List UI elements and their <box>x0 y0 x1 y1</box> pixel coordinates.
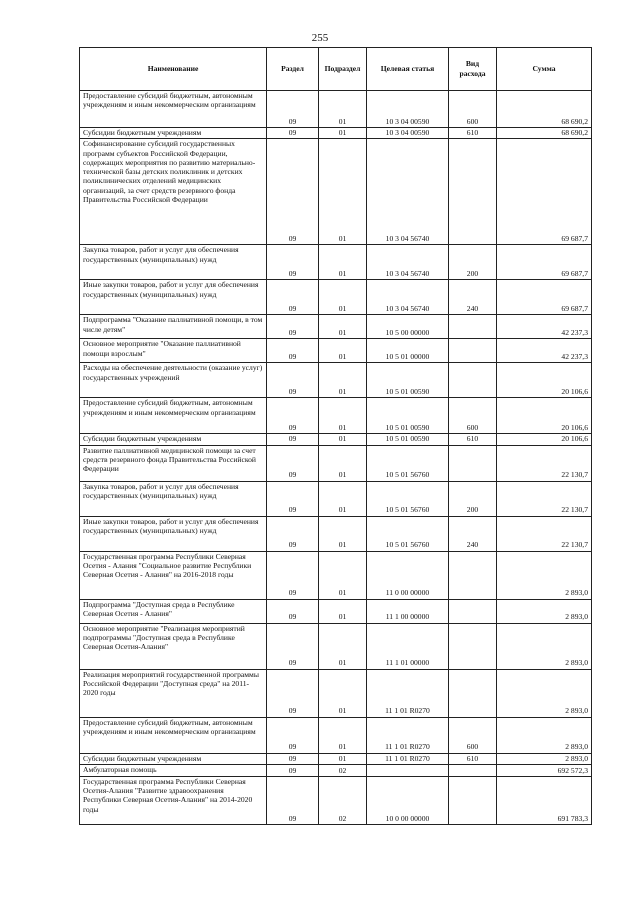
table-row <box>80 398 592 434</box>
row-subsection: 01 <box>319 599 367 623</box>
row-amount: 691 783,3 <box>497 776 592 824</box>
row-name: Основное мероприятие "Реализация мероприятий подпрограммы "Доступная среда в Республике Северная Осетия-Алания" <box>80 623 267 669</box>
row-name: Субсидии бюджетным учреждениям <box>80 434 267 445</box>
row-subsection: 01 <box>319 753 367 764</box>
header-exp-type: Вид расхода <box>449 48 497 91</box>
row-section: 09 <box>267 481 319 516</box>
row-exp-type: 200 <box>449 245 497 280</box>
row-target: 10 5 01 00000 <box>367 339 449 363</box>
row-target: 10 3 04 56740 <box>367 280 449 315</box>
table-header-row <box>80 48 592 91</box>
row-exp-type <box>449 551 497 599</box>
row-amount: 69 687,7 <box>497 280 592 315</box>
table-row <box>80 717 592 753</box>
row-target: 10 5 01 56760 <box>367 481 449 516</box>
row-target: 11 0 00 00000 <box>367 551 449 599</box>
row-amount: 2 893,0 <box>497 753 592 764</box>
row-section: 09 <box>267 91 319 128</box>
row-name: Расходы на обеспечение деятельности (оказание услуг) государственных учреждений <box>80 363 267 398</box>
row-exp-type: 240 <box>449 280 497 315</box>
row-target: 10 5 01 00590 <box>367 434 449 445</box>
table-row <box>80 280 592 315</box>
row-amount: 2 893,0 <box>497 599 592 623</box>
header-subsection: Подраздел <box>319 48 367 91</box>
table-row <box>80 315 592 339</box>
row-section: 09 <box>267 315 319 339</box>
row-name: Амбулаторная помощь <box>80 764 267 776</box>
row-exp-type <box>449 363 497 398</box>
row-section: 09 <box>267 717 319 753</box>
row-subsection: 01 <box>319 139 367 245</box>
row-name: Развитие паллиативной медицинской помощи за счет средств резервного фонда Правительства Российской Федерации <box>80 445 267 481</box>
row-amount: 68 690,2 <box>497 91 592 128</box>
row-target: 10 3 04 56740 <box>367 245 449 280</box>
row-amount: 20 106,6 <box>497 434 592 445</box>
row-target: 10 3 04 00590 <box>367 128 449 139</box>
row-subsection: 01 <box>319 434 367 445</box>
row-target: 10 5 01 00590 <box>367 398 449 434</box>
row-section: 09 <box>267 753 319 764</box>
table-row <box>80 128 592 139</box>
row-exp-type <box>449 139 497 245</box>
row-section: 09 <box>267 623 319 669</box>
row-exp-type <box>449 315 497 339</box>
row-exp-type <box>449 764 497 776</box>
table-row <box>80 339 592 363</box>
header-target: Целевая статья <box>367 48 449 91</box>
table-row <box>80 623 592 669</box>
row-name: Реализация мероприятий государственной программы Российской Федерации "Доступная среда" на 2011-2020 годы <box>80 669 267 717</box>
row-section: 09 <box>267 280 319 315</box>
row-target: 10 5 01 00590 <box>367 363 449 398</box>
row-name: Государственная программа Республики Северная Осетия - Алания "Социальное развитие Республики Северная Осетия - Алания" на 2016-2018 годы <box>80 551 267 599</box>
row-section: 09 <box>267 434 319 445</box>
row-target: 10 3 04 56740 <box>367 139 449 245</box>
row-section: 09 <box>267 551 319 599</box>
table-row <box>80 139 592 245</box>
row-name: Предоставление субсидий бюджетным, автономным учреждениям и иным некоммерческим организациям <box>80 398 267 434</box>
row-amount: 69 687,7 <box>497 139 592 245</box>
row-name: Закупка товаров, работ и услуг для обеспечения государственных (муниципальных) нужд <box>80 481 267 516</box>
row-exp-type: 610 <box>449 128 497 139</box>
table-row <box>80 764 592 776</box>
row-amount: 2 893,0 <box>497 551 592 599</box>
row-subsection: 01 <box>319 445 367 481</box>
row-amount: 20 106,6 <box>497 363 592 398</box>
row-amount: 2 893,0 <box>497 669 592 717</box>
row-subsection: 02 <box>319 764 367 776</box>
row-section: 09 <box>267 445 319 481</box>
page-number: 255 <box>311 32 329 44</box>
row-section: 09 <box>267 245 319 280</box>
row-exp-type <box>449 776 497 824</box>
row-subsection: 02 <box>319 776 367 824</box>
row-name: Государственная программа Республики Северная Осетия-Алания "Развитие здравоохранения Республики Северная Осетия-Алания" на 2014-2020 годы <box>80 776 267 824</box>
row-name: Подпрограмма "Доступная среда в Республике Северная Осетия - Алания" <box>80 599 267 623</box>
row-exp-type: 600 <box>449 398 497 434</box>
row-subsection: 01 <box>319 280 367 315</box>
row-target: 10 3 04 00590 <box>367 91 449 128</box>
row-target: 11 1 01 R0270 <box>367 753 449 764</box>
row-subsection: 01 <box>319 481 367 516</box>
row-amount: 692 572,3 <box>497 764 592 776</box>
table-row <box>80 776 592 824</box>
table-row <box>80 245 592 280</box>
row-exp-type <box>449 445 497 481</box>
table-row <box>80 669 592 717</box>
row-subsection: 01 <box>319 91 367 128</box>
budget-table <box>79 47 592 825</box>
row-exp-type: 600 <box>449 717 497 753</box>
row-target: 10 5 00 00000 <box>367 315 449 339</box>
table-row <box>80 481 592 516</box>
table-row <box>80 91 592 128</box>
row-name: Иные закупки товаров, работ и услуг для обеспечения государственных (муниципальных) нужд <box>80 280 267 315</box>
row-exp-type <box>449 669 497 717</box>
row-name: Основное мероприятие "Оказание паллиативной помощи взрослым" <box>80 339 267 363</box>
table-row <box>80 516 592 551</box>
row-subsection: 01 <box>319 363 367 398</box>
row-subsection: 01 <box>319 398 367 434</box>
row-target: 11 1 01 R0270 <box>367 669 449 717</box>
row-name: Закупка товаров, работ и услуг для обеспечения государственных (муниципальных) нужд <box>80 245 267 280</box>
header-amount: Сумма <box>497 48 592 91</box>
row-amount: 2 893,0 <box>497 623 592 669</box>
row-subsection: 01 <box>319 339 367 363</box>
row-subsection: 01 <box>319 669 367 717</box>
table-row <box>80 753 592 764</box>
row-target: 10 5 01 56760 <box>367 516 449 551</box>
row-exp-type: 600 <box>449 91 497 128</box>
row-name: Предоставление субсидий бюджетным, автономным учреждениям и иным некоммерческим организациям <box>80 717 267 753</box>
row-subsection: 01 <box>319 516 367 551</box>
row-subsection: 01 <box>319 128 367 139</box>
table-row <box>80 445 592 481</box>
header-name: Наименование <box>80 48 267 91</box>
row-subsection: 01 <box>319 623 367 669</box>
row-name: Субсидии бюджетным учреждениям <box>80 128 267 139</box>
row-section: 09 <box>267 339 319 363</box>
row-subsection: 01 <box>319 245 367 280</box>
table-row <box>80 434 592 445</box>
row-exp-type <box>449 599 497 623</box>
row-section: 09 <box>267 128 319 139</box>
row-target: 11 1 01 00000 <box>367 623 449 669</box>
table-row <box>80 363 592 398</box>
row-name: Иные закупки товаров, работ и услуг для обеспечения государственных (муниципальных) нужд <box>80 516 267 551</box>
row-section: 09 <box>267 776 319 824</box>
row-target <box>367 764 449 776</box>
row-exp-type: 610 <box>449 434 497 445</box>
row-amount: 20 106,6 <box>497 398 592 434</box>
row-name: Предоставление субсидий бюджетным, автономным учреждениям и иным некоммерческим организациям <box>80 91 267 128</box>
row-name: Субсидии бюджетным учреждениям <box>80 753 267 764</box>
row-section: 09 <box>267 669 319 717</box>
row-target: 10 5 01 56760 <box>367 445 449 481</box>
row-exp-type <box>449 623 497 669</box>
row-name: Софинансирование субсидий государственных программ субъектов Российской Федерации, содержащих мероприятия по развитию материально-технической базы детских поликлиник и детских поликлинических отделений медицинских организаций, за счет средств резервного фонда Правительства Российской Федерации <box>80 139 267 245</box>
row-section: 09 <box>267 139 319 245</box>
row-section: 09 <box>267 398 319 434</box>
row-amount: 22 130,7 <box>497 481 592 516</box>
row-subsection: 01 <box>319 551 367 599</box>
row-section: 09 <box>267 516 319 551</box>
header-section: Раздел <box>267 48 319 91</box>
row-section: 09 <box>267 764 319 776</box>
row-exp-type <box>449 339 497 363</box>
row-amount: 69 687,7 <box>497 245 592 280</box>
row-exp-type: 200 <box>449 481 497 516</box>
row-amount: 68 690,2 <box>497 128 592 139</box>
row-name: Подпрограмма "Оказание паллиативной помощи, в том числе детям" <box>80 315 267 339</box>
row-target: 10 0 00 00000 <box>367 776 449 824</box>
row-exp-type: 240 <box>449 516 497 551</box>
table-row <box>80 551 592 599</box>
row-amount: 42 237,3 <box>497 315 592 339</box>
row-target: 11 1 01 R0270 <box>367 717 449 753</box>
row-amount: 22 130,7 <box>497 445 592 481</box>
table-body <box>80 91 592 825</box>
row-amount: 22 130,7 <box>497 516 592 551</box>
row-section: 09 <box>267 599 319 623</box>
table-row <box>80 599 592 623</box>
row-target: 11 1 00 00000 <box>367 599 449 623</box>
row-exp-type: 610 <box>449 753 497 764</box>
row-subsection: 01 <box>319 315 367 339</box>
row-amount: 2 893,0 <box>497 717 592 753</box>
row-subsection: 01 <box>319 717 367 753</box>
row-amount: 42 237,3 <box>497 339 592 363</box>
row-section: 09 <box>267 363 319 398</box>
